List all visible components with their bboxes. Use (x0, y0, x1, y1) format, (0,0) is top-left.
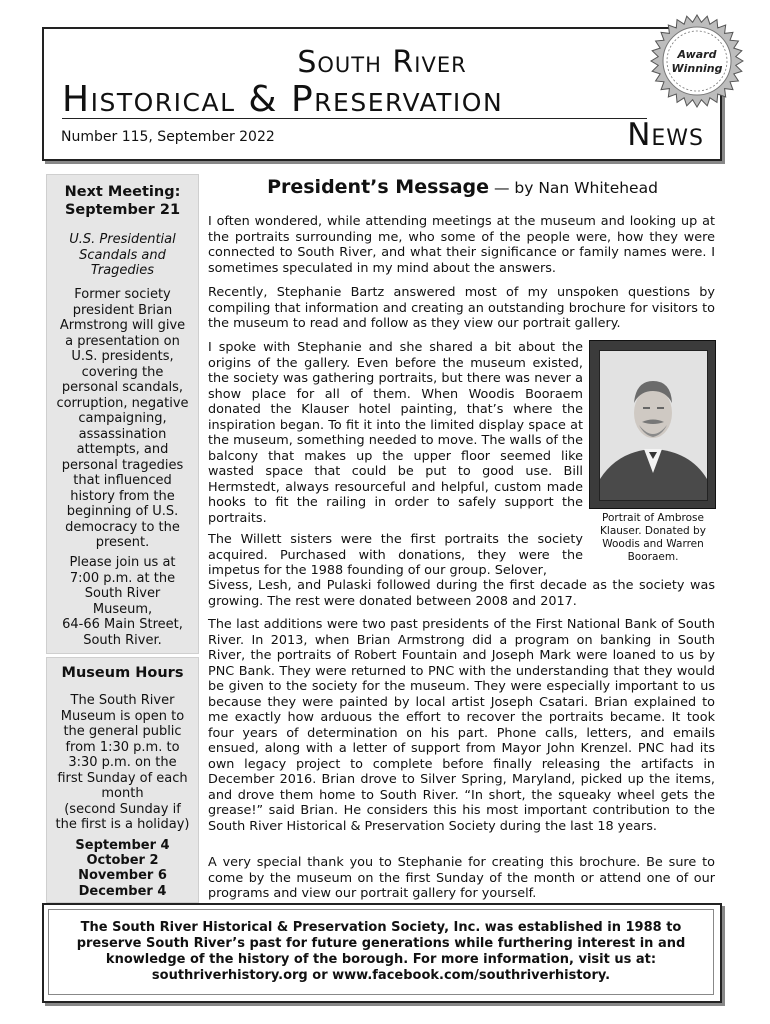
sidebar-text-line: month (101, 786, 144, 801)
award-seal-icon (650, 14, 744, 108)
sidebar-text-line: The South River (70, 693, 175, 708)
meeting-topic-line: U.S. Presidential (69, 232, 176, 247)
sidebar-text-line: personal scandals, (61, 380, 184, 395)
article-paragraph-6: A very special thank you to Stephanie for creating this brochure. Be sure to come by the museum on the first Sunday of the month or attend one of our programs and view our portrait gallery for yourself. (208, 855, 715, 901)
sidebar-text-line: campaigning, (78, 411, 167, 426)
sidebar-text-line: 64-66 Main Street, (62, 617, 183, 632)
sidebar-text-line: Former society (74, 287, 171, 302)
article-paragraph-2: Recently, Stephanie Bartz answered most of my unspoken questions by compiling that information and creating an outstanding brochure for visitors to the museum to read and follow as they view our portrait gallery. (208, 285, 715, 331)
museum-hours-heading: Museum Hours (61, 665, 184, 681)
sidebar-text-line: Museum, (92, 601, 153, 617)
article-paragraph-1: I often wondered, while attending meetings at the museum and looking up at the portraits surrounding me, who some of the people were, how they were connected to South River, and what their significance or family names were. I sometimes speculated in my mind about the answers. (208, 214, 715, 276)
portrait-caption: Portrait of Ambrose Klauser. Donated by Woodis and Warren Booraem. (600, 512, 706, 563)
sidebar-text-line: the first is a holiday) (55, 817, 190, 832)
meeting-topic-line: Scandals and (79, 247, 166, 263)
sidebar-text-line: covering the (81, 364, 164, 380)
next-meeting-date: September 21 (64, 202, 181, 218)
society-info-footer (42, 903, 722, 1003)
article-byline: — by Nan Whitehead (489, 179, 658, 197)
portrait-frame (589, 340, 716, 509)
sidebar-text-line: U.S. presidents, (71, 349, 174, 364)
portrait-figure-icon (600, 351, 707, 500)
sidebar-text-line: October 2 (86, 853, 159, 869)
sidebar-text-line: that influenced (73, 473, 172, 488)
sidebar-text-line: South River (84, 586, 161, 601)
newsletter-title-line2: Historical & Preservation (62, 79, 504, 120)
article-paragraph-5: The last additions were two past presidents of the First National Bank of South River. In 2013, when Brian Armstrong did a program on banking in South River, the portraits of Robert Fountain and Joseph Mark were loaned to us by PNC Bank. They were returned to PNC with the understanding that they would be given to the society for the museum. They were especially important to us because they were painted by local artist Joseph Csatari. Brian explained to me exactly how arduous the effort to recover the portraits became. It took four years of determination on his part. Phone calls, letters, and emails ensued, along with a letter of support from Mayor John Krenzel. PNC had its own legacy project to complete before finally releasing the artifacts in December 2016. Brian drove to Silver Spring, Maryland, picked up the items, and drove them home to South River. “In short, the squeaky wheel gets the grease!” said Brian. He considers this his most important contribution to the South River Historical & Preservation Society during the last 18 years. (208, 617, 715, 834)
footer-text: The South River Historical & Preservation Society, Inc. was established in 1988 to preserve South River’s past for future generations while furthering interest in and knowledge of the history of the borough. For more information, visit us at: southriverhistory.org or www.facebook.com/southriverhistory. (76, 920, 686, 983)
article-paragraph-4a: The Willett sisters were the first portraits the society acquired. Purchased with donations, they were the impetus for the 1988 founding of our group. Selover, (208, 532, 583, 578)
newsletter-title-line1: South River (297, 45, 467, 80)
sidebar-text-line: attempts, and (76, 442, 169, 457)
portrait-image (599, 350, 708, 501)
title-underline (62, 118, 647, 119)
sidebar-text-line: South River. (83, 632, 162, 648)
footer-inner-border (48, 909, 714, 995)
next-meeting-sidebar (46, 174, 199, 654)
news-label: News (627, 117, 704, 153)
sidebar-text-line: assassination (78, 426, 167, 442)
sidebar-text-line: president Brian (72, 302, 173, 318)
sidebar-text-line: democracy to the (65, 519, 180, 535)
sidebar-text-line: Museum is open to (60, 708, 185, 724)
meeting-topic-line: Tragedies (90, 263, 155, 279)
sidebar-text-line: personal tragedies (61, 457, 184, 473)
issue-number: Number 115, September 2022 (61, 129, 275, 145)
sidebar-text-line: present. (95, 535, 150, 550)
sidebar-text-line: (second Sunday if (64, 801, 181, 817)
sidebar-text-line: Please join us at (69, 555, 176, 570)
article-title (210, 176, 715, 198)
sidebar-text-line: September 4 (75, 838, 170, 853)
sidebar-text-line: the general public (63, 724, 182, 739)
sidebar-text-line: from 1:30 p.m. to (65, 739, 180, 755)
sidebar-text-line: December 4 (78, 883, 167, 899)
sidebar-text-line: Armstrong will give (59, 318, 186, 333)
museum-hours-sidebar (46, 657, 199, 903)
sidebar-text-line: 3:30 p.m. on the (68, 755, 177, 770)
award-text-line1: Award (677, 48, 717, 61)
sidebar-text-line: 7:00 p.m. at the (69, 570, 176, 586)
award-text-line2: Winning (671, 62, 723, 75)
sidebar-text-line: first Sunday of each (57, 770, 188, 786)
sidebar-text-line: corruption, negative (56, 395, 189, 411)
article-paragraph-4b: Sivess, Lesh, and Pulaski followed during the first decade as the society was growing. The rest were donated between 2008 and 2017. (208, 578, 715, 609)
sidebar-text-line: a presentation on (65, 333, 180, 349)
next-meeting-heading: Next Meeting: (64, 184, 181, 200)
masthead (42, 27, 722, 161)
article-paragraph-3: I spoke with Stephanie and she shared a bit about the origins of the gallery. Even before the museum existed, the society was gathering portraits, but there was never a show place for all of them. When Woodis Booraem donated the Klauser hotel painting, that’s where the inspiration began. To fit it into the limited display space at the museum, something needed to move. The walls of the balcony that makes up the upper floor seemed like wasted space that could be put to good use. Bill Hermstedt, always resourceful and helpful, custom made hooks to fit the railing in order to safely support the portraits. (208, 340, 583, 526)
article-title-text: President’s Message (267, 176, 490, 198)
sidebar-text-line: November 6 (78, 868, 167, 884)
sidebar-text-line: beginning of U.S. (66, 504, 179, 519)
sidebar-text-line: history from the (70, 488, 175, 504)
